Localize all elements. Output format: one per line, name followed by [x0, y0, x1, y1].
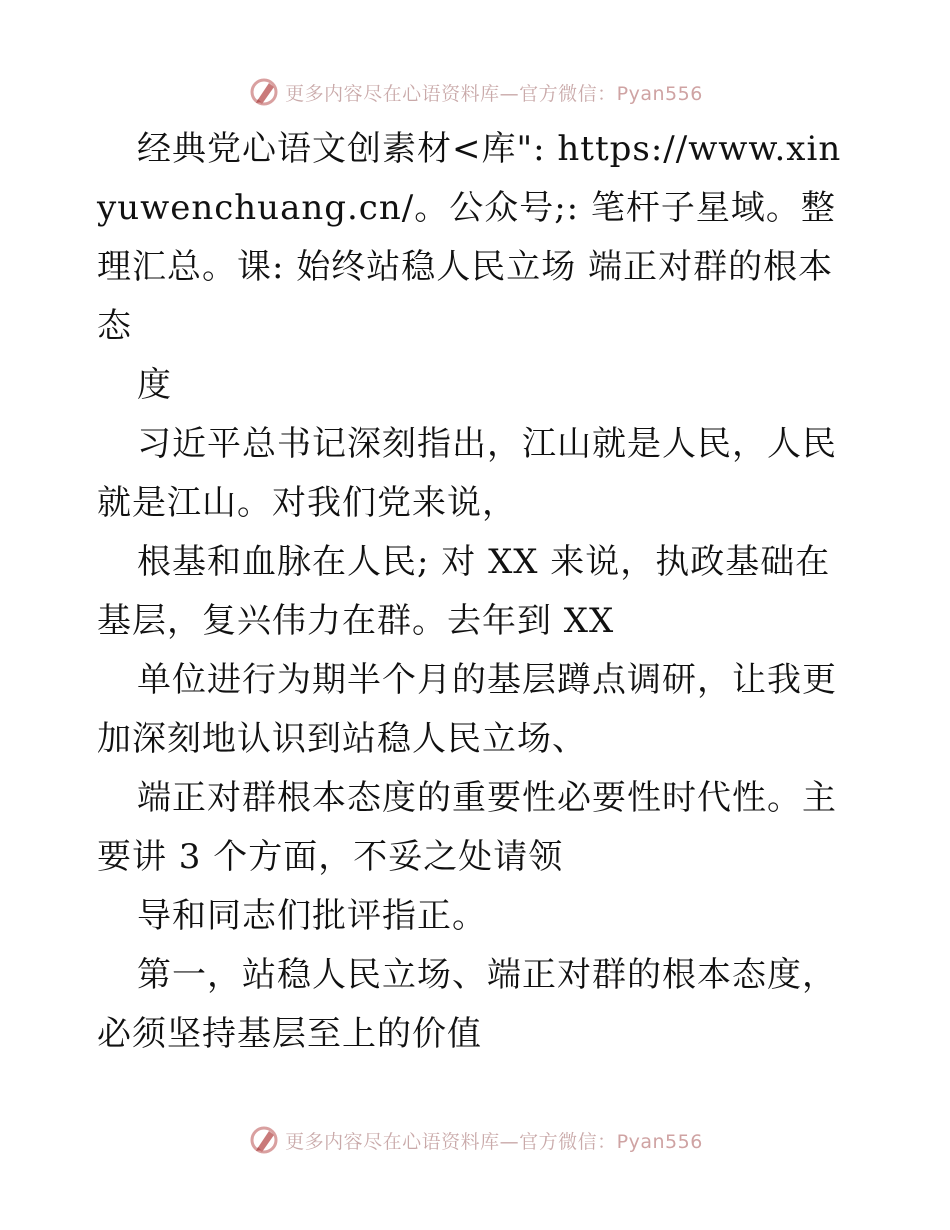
document-body	[97, 120, 857, 1064]
paragraph: 单位进行为期半个月的基层蹲点调研，让我更加深刻地认识到站稳人民立场、	[97, 660, 837, 759]
paragraph: 导和同志们批评指正。	[137, 896, 487, 936]
watermark-text: 更多内容尽在心语资料库—官方微信：Pyan556	[285, 1130, 703, 1153]
paragraph: 习近平总书记深刻指出，江山就是人民，人民就是江山。对我们党来说，	[97, 424, 837, 523]
paragraph: 根基和血脉在人民; 对 XX 来说，执政基础在基层，复兴伟力在群。去年到 XX	[97, 542, 831, 641]
header-watermark	[0, 72, 950, 112]
wechat-id: Pyan556	[616, 82, 703, 105]
paragraph: 经典党心语文创素材<库": https://www.xinyuwenchuang.cn/。公众号;: 笔杆子星域。整理汇总。课: 始终站稳人民立场 端正对群的根本态	[97, 129, 842, 346]
paragraph: 端正对群根本态度的重要性必要性时代性。主要讲 3 个方面，不妥之处请领	[97, 778, 837, 877]
pen-nib-circle-icon	[247, 75, 281, 109]
pen-nib-circle-icon	[247, 1123, 281, 1157]
watermark-text: 更多内容尽在心语资料库—官方微信：Pyan556	[285, 82, 703, 105]
paragraph: 第一，站稳人民立场、端正对群的根本态度，必须坚持基层至上的价值	[97, 955, 837, 1054]
paragraph: 度	[137, 365, 172, 405]
wechat-id: Pyan556	[616, 1130, 703, 1153]
footer-watermark	[0, 1120, 950, 1160]
